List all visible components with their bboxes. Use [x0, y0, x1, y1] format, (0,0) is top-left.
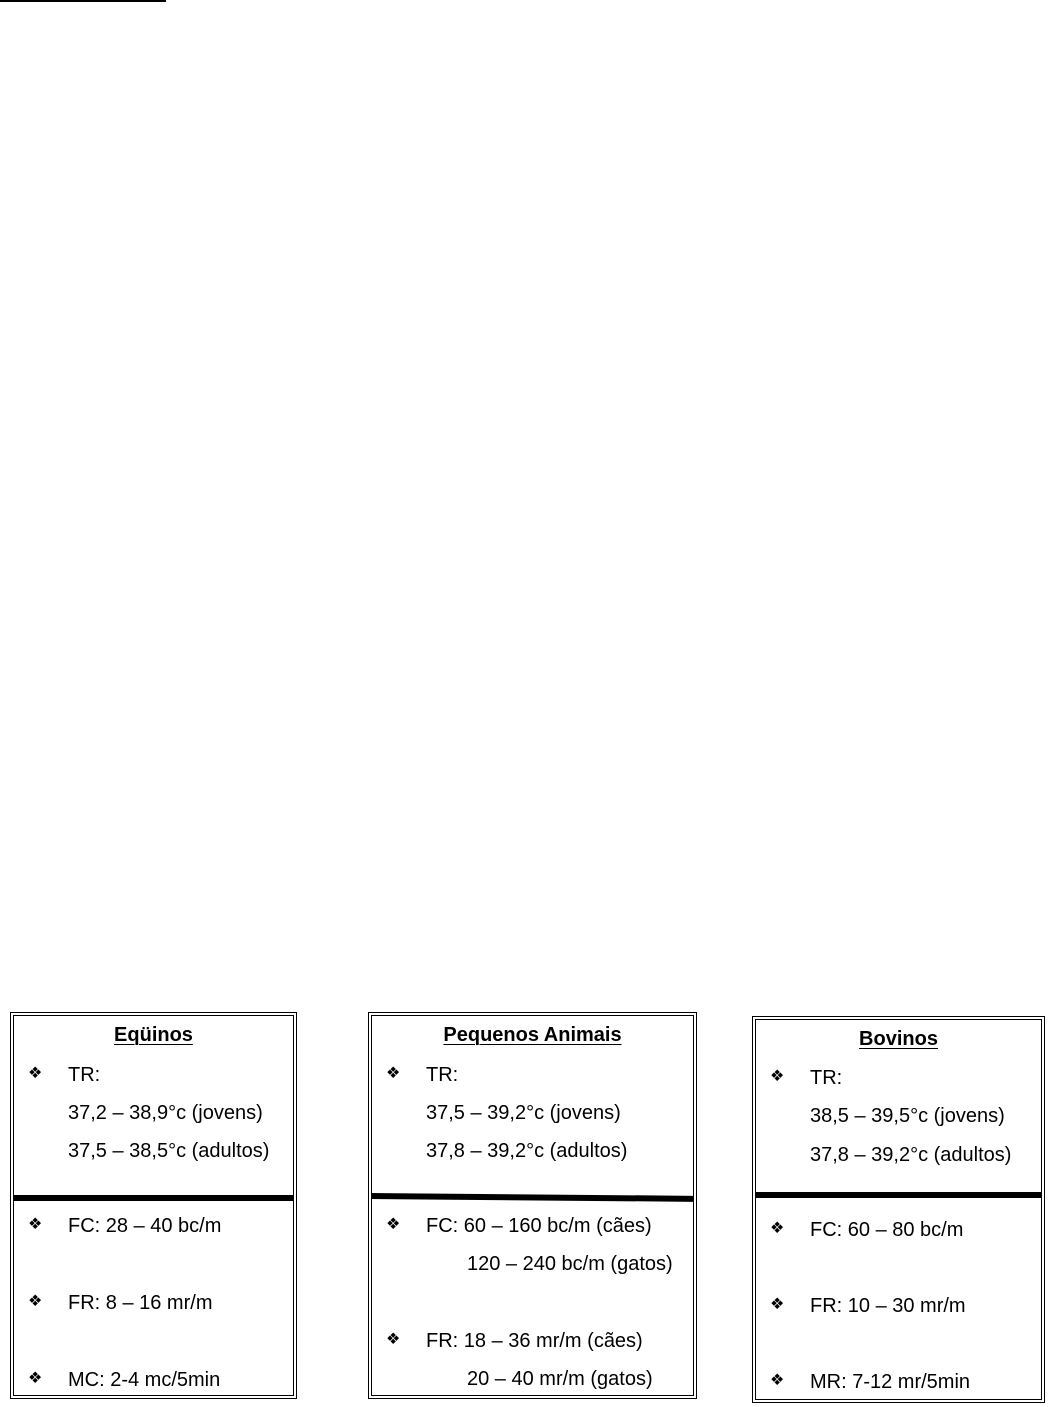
card-inner	[13, 1015, 294, 1396]
top-rule	[0, 0, 166, 2]
fr-value: FR: 8 – 16 mr/m	[68, 1292, 213, 1314]
bullet-icon: ❖	[386, 1216, 401, 1233]
tr-label: TR:	[68, 1064, 101, 1086]
fr-caes: FR: 18 – 36 mr/m (cães)	[426, 1330, 643, 1352]
tr-jovens: 38,5 – 39,5°c (jovens)	[810, 1105, 1005, 1127]
tr-adultos: 37,8 – 39,2°c (adultos)	[810, 1144, 1012, 1166]
card-inner	[371, 1015, 694, 1396]
card-equinos	[10, 1012, 297, 1399]
fr-value: FR: 10 – 30 mr/m	[810, 1295, 966, 1317]
card-title: Eqüinos	[114, 1024, 193, 1046]
card-pequenos-animais	[368, 1012, 697, 1399]
mc-value: MC: 2-4 mc/5min	[68, 1369, 221, 1391]
card-bovinos	[752, 1016, 1045, 1403]
bullet-icon: ❖	[28, 1370, 43, 1387]
bullet-icon: ❖	[28, 1293, 43, 1310]
fc-gatos: 120 – 240 bc/m (gatos)	[467, 1253, 673, 1275]
bullet-icon: ❖	[770, 1220, 785, 1237]
bullet-icon: ❖	[28, 1065, 43, 1082]
mr-value: MR: 7-12 mr/5min	[810, 1371, 971, 1393]
section-divider	[13, 1195, 294, 1201]
card-title: Bovinos	[859, 1028, 938, 1050]
tr-label: TR:	[426, 1064, 459, 1086]
bullet-icon: ❖	[386, 1331, 401, 1348]
tr-adultos: 37,5 – 38,5°c (adultos)	[68, 1140, 270, 1162]
bullet-icon: ❖	[770, 1068, 785, 1085]
section-divider	[755, 1192, 1042, 1198]
tr-jovens: 37,5 – 39,2°c (jovens)	[426, 1102, 621, 1124]
tr-adultos: 37,8 – 39,2°c (adultos)	[426, 1140, 628, 1162]
fr-gatos: 20 – 40 mr/m (gatos)	[467, 1368, 653, 1390]
card-inner	[755, 1019, 1042, 1400]
bullet-icon: ❖	[770, 1372, 785, 1389]
tr-label: TR:	[810, 1067, 843, 1089]
bullet-icon: ❖	[28, 1216, 43, 1233]
tr-jovens: 37,2 – 38,9°c (jovens)	[68, 1102, 263, 1124]
card-title: Pequenos Animais	[443, 1024, 622, 1046]
fc-value: FC: 28 – 40 bc/m	[68, 1215, 222, 1237]
fc-caes: FC: 60 – 160 bc/m (cães)	[426, 1215, 652, 1237]
bullet-icon: ❖	[770, 1296, 785, 1313]
section-divider	[371, 1193, 694, 1202]
fc-value: FC: 60 – 80 bc/m	[810, 1219, 964, 1241]
bullet-icon: ❖	[386, 1065, 401, 1082]
